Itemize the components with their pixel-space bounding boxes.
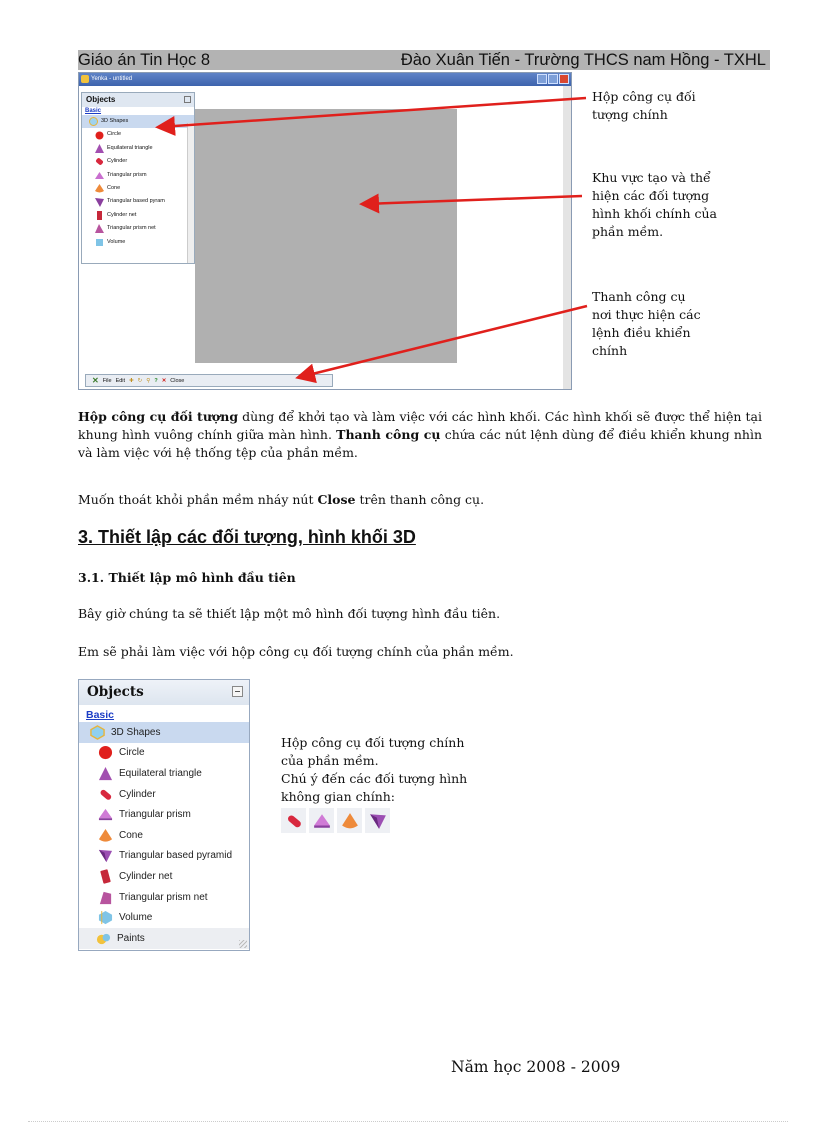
pyramid-icon [98, 848, 113, 863]
list-item: Equilateral triangle [79, 763, 249, 784]
circle-icon [98, 745, 113, 760]
cylinder-net-icon [98, 869, 113, 884]
objects-panel-title: Objects [79, 680, 249, 705]
list-item: Triangular based pyramid [79, 846, 249, 867]
paragraph-1: Hộp công cụ đối tượng dùng để khởi tạo và làm việc với các hình khối. Các hình khối sẽ được thể hiện tại khung hình vuông chính giữa màn hình. Thanh công cụ chứa các nút lệnh dùng để điều khiển khung nhìn và làm việc với hệ thống tệp của phần mềm. [78, 409, 763, 460]
paragraph-4: Em sẽ phải làm việc với hộp công cụ đối tượng chính của phần mềm. [78, 644, 514, 659]
list-item: Paints [79, 928, 249, 949]
mini-item: Volume [82, 236, 194, 249]
panel-note: Hộp công cụ đối tượng chính của phần mềm. Chú ý đến các đối tượng hình không gian chính: [281, 734, 467, 833]
basic-link: Basic [86, 709, 115, 721]
resize-grip [239, 940, 247, 948]
arrow-to-canvas [364, 196, 582, 204]
callout-canvas: Khu vực tạo và thể hiện các đối tượng hình khối chính của phần mềm. [592, 170, 717, 239]
paragraph-3: Bây giờ chúng ta sẽ thiết lập một mô hình đối tượng hình đầu tiên. [78, 606, 501, 621]
collapse-icon [232, 686, 243, 697]
arrow-to-toolbar [300, 306, 587, 377]
header-left: Giáo án Tin Học 8 [78, 51, 211, 69]
rotate-icon: ↻ [137, 377, 143, 384]
cone-icon [98, 828, 113, 843]
tools-icon: ✕ [92, 376, 99, 385]
mini-item: Cone [82, 182, 194, 195]
list-item: Volume [79, 907, 249, 928]
callout-toolbar: Thanh công cụ nơi thực hiện các lệnh điều khiển chính [592, 289, 701, 358]
volume-icon [98, 910, 113, 925]
mini-item: 3D Shapes [82, 115, 194, 128]
list-item: Cylinder net [79, 866, 249, 887]
mini-item: Cylinder net [82, 209, 194, 222]
window-title: Yenka - untitled [91, 76, 133, 82]
paints-icon [96, 931, 111, 946]
mini-basic-link: Basic [85, 108, 102, 114]
shape-icons [281, 808, 467, 833]
mini-item: Triangular based pyram [82, 195, 194, 208]
mini-item: Triangular prism net [82, 222, 194, 235]
header-right: Đào Xuân Tiến - Trường THCS nam Hồng - TXHL [400, 51, 766, 69]
list-item: Triangular prism net [79, 887, 249, 908]
paragraph-2: Muốn thoát khỏi phần mềm nháy nút Close trên thanh công cụ. [78, 492, 485, 507]
objects-panel [78, 679, 250, 951]
list-item: Cylinder [79, 784, 249, 805]
file-menu: File [102, 377, 112, 384]
close-x-icon: ✕ [161, 377, 167, 384]
prism-icon [98, 807, 113, 822]
3d-shapes-icon [90, 725, 105, 740]
cone-icon [337, 808, 362, 833]
prism-icon [309, 808, 334, 833]
callout-objects: Hộp công cụ đối tượng chính [592, 89, 696, 122]
subsection-heading: 3.1. Thiết lập mô hình đầu tiên [78, 570, 296, 585]
list-item: Circle [79, 743, 249, 764]
prism-net-icon [98, 890, 113, 905]
mini-item: Triangular prism [82, 169, 194, 182]
list-item: Cone [79, 825, 249, 846]
mini-item: Circle [82, 128, 194, 141]
mini-item: Equilateral triangle [82, 142, 194, 155]
move-icon: ✚ [129, 377, 134, 384]
list-item: 3D Shapes [79, 722, 249, 743]
zoom-icon: ⚲ [146, 377, 151, 384]
triangle-icon [98, 766, 113, 781]
help-icon: ? [154, 377, 158, 384]
list-item: Triangular prism [79, 804, 249, 825]
edit-menu: Edit [115, 377, 126, 384]
mini-item: Cylinder [82, 155, 194, 168]
close-menu: Close [170, 377, 185, 384]
pyramid-icon [365, 808, 390, 833]
cylinder-icon [281, 808, 306, 833]
arrow-to-objects [160, 98, 586, 127]
mini-panel-title: Objects [82, 93, 194, 107]
cylinder-icon [98, 787, 113, 802]
footer-rule [28, 1121, 788, 1122]
page-footer: Năm học 2008 - 2009 [451, 1058, 621, 1076]
section-heading: 3. Thiết lập các đối tượng, hình khối 3D [78, 527, 416, 547]
